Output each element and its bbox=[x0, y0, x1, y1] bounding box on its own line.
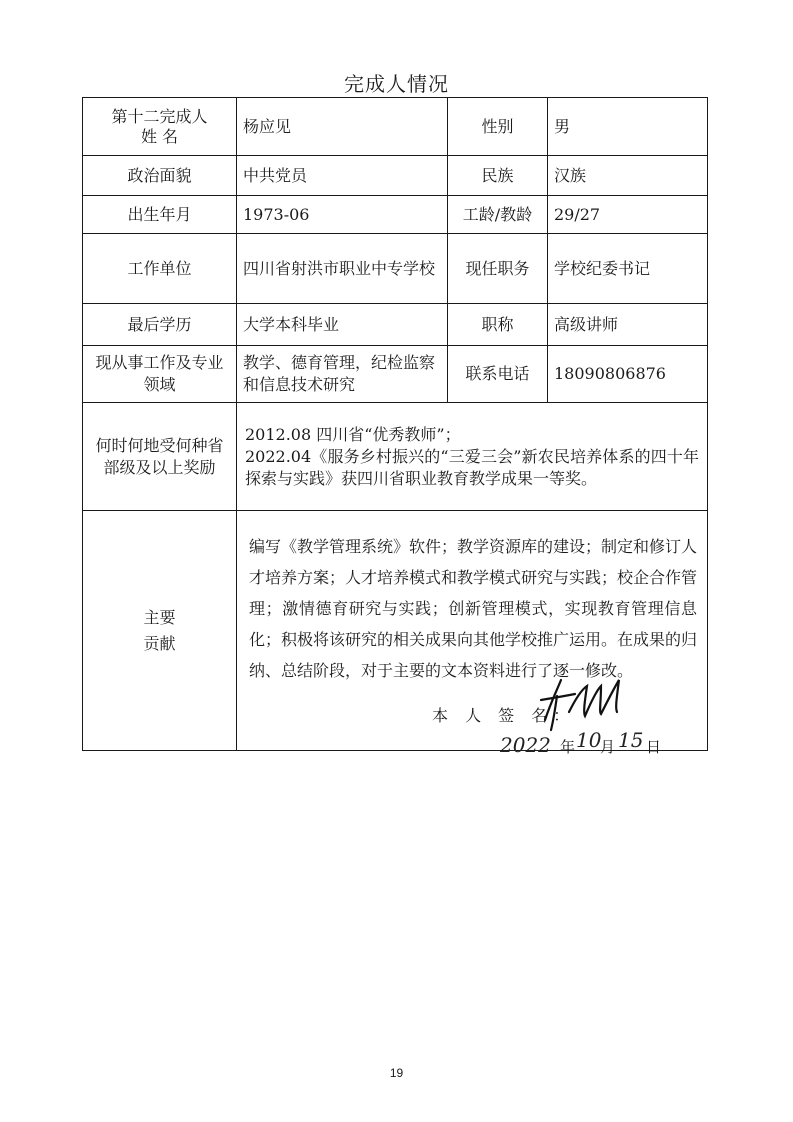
gender-label: 性别 bbox=[448, 98, 548, 156]
title-value: 高级讲师 bbox=[548, 304, 708, 346]
completer-info-table bbox=[82, 97, 708, 751]
date-day: 15 bbox=[618, 728, 644, 752]
seniority-label: 工龄/教龄 bbox=[448, 196, 548, 234]
contrib-text: 编写《教学管理系统》软件；教学资源库的建设；制定和修订人才培养方案；人才培养模式和教学模式研究与实践；校企合作管理；激情德育研究与实践；创新管理模式，实现教育管理信息化；积极将该研究的相关成果向其他学校推广运用。在成果的归纳、总结阶段，对于主要的文本资料进行了逐一修改。 bbox=[249, 537, 698, 680]
page-title: 完成人情况 bbox=[344, 72, 449, 96]
name-value: 杨应见 bbox=[237, 98, 448, 156]
position-label: 现任职务 bbox=[448, 234, 548, 304]
row-politics bbox=[83, 156, 708, 196]
row-field bbox=[83, 346, 708, 403]
education-label: 最后学历 bbox=[83, 304, 237, 346]
row-work-unit bbox=[83, 234, 708, 304]
work-unit-value: 四川省射洪市职业中专学校 bbox=[237, 234, 448, 304]
birth-value: 1973-06 bbox=[237, 196, 448, 234]
ethnicity-label: 民族 bbox=[448, 156, 548, 196]
contrib-label-cell bbox=[83, 511, 237, 751]
phone-label: 联系电话 bbox=[448, 346, 548, 403]
politics-label: 政治面貌 bbox=[83, 156, 237, 196]
signature-label: 本 人 签 名： bbox=[432, 706, 576, 725]
work-unit-label: 工作单位 bbox=[83, 234, 237, 304]
date-year-unit: 年 bbox=[560, 738, 576, 756]
position-value: 学校纪委书记 bbox=[548, 234, 708, 304]
contrib-label: 主要贡献 bbox=[143, 607, 176, 653]
awards-cell bbox=[237, 403, 708, 511]
row-awards bbox=[83, 403, 708, 511]
date-day-unit: 日 bbox=[646, 738, 662, 756]
awards-label: 何时何地受何种省部级及以上奖励 bbox=[83, 403, 237, 511]
handwritten-signature bbox=[535, 672, 630, 734]
birth-label: 出生年月 bbox=[83, 196, 237, 234]
ethnicity-value: 汉族 bbox=[548, 156, 708, 196]
seniority-value: 29/27 bbox=[548, 196, 708, 234]
award-item: 2012.08 四川省“优秀教师”； bbox=[245, 424, 461, 444]
field-label: 现从事工作及专业领域 bbox=[83, 346, 237, 403]
name-label: 第十二完成人 姓 名 bbox=[83, 98, 237, 156]
phone-value: 18090806876 bbox=[548, 346, 708, 403]
date-month: 10 bbox=[576, 728, 602, 752]
education-value: 大学本科毕业 bbox=[237, 304, 448, 346]
date-month-unit: 月 bbox=[600, 738, 616, 756]
award-item: 2022.04《服务乡村振兴的“三爱三会”新农民培养体系的四十年探索与实践》获四川省职业教育教学成果一等奖。 bbox=[245, 446, 699, 488]
gender-value: 男 bbox=[548, 98, 708, 156]
field-value: 教学、德育管理，纪检监察和信息技术研究 bbox=[237, 346, 448, 403]
row-education bbox=[83, 304, 708, 346]
date-year: 2022 bbox=[500, 733, 551, 757]
politics-value: 中共党员 bbox=[237, 156, 448, 196]
title-label: 职称 bbox=[448, 304, 548, 346]
row-birth bbox=[83, 196, 708, 234]
row-name bbox=[83, 98, 708, 156]
page-number: 19 bbox=[389, 1066, 404, 1080]
